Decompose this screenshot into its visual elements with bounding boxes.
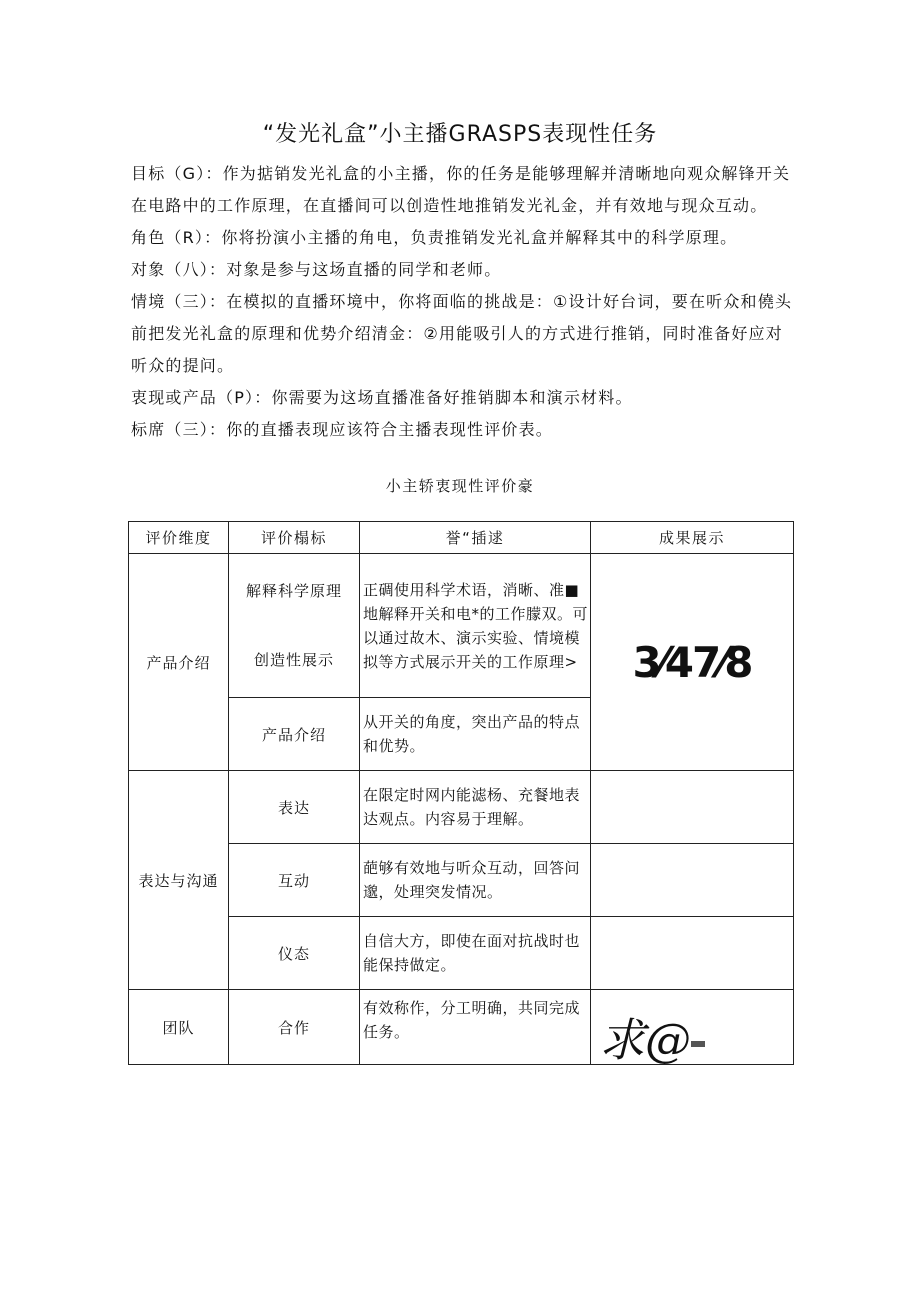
audience-paragraph: 对象（八）：对象是参与这场直播的同学和老师。 xyxy=(131,260,502,279)
handwritten-mark-text: 求@ xyxy=(599,1013,691,1064)
handwritten-mark: 3⁄47⁄8 xyxy=(632,637,752,687)
indicator-cell: 表达 xyxy=(229,771,360,844)
table-row xyxy=(129,917,794,990)
header-indicator: 评价榻标 xyxy=(229,522,360,554)
indicator-cell: 产品介绍 xyxy=(229,698,360,771)
table-row xyxy=(129,990,794,1065)
handwritten-mark xyxy=(591,996,793,1064)
description-cell: 在限定时网内能滤杨、充餐地表达观点。内容易于理解。 xyxy=(360,771,591,844)
result-cell xyxy=(591,771,794,844)
role-paragraph: 角色（R）：你将扮演小主播的角电，负责推销发光礼盒并解释其中的科学原理。 xyxy=(131,228,738,247)
indicator-cell: 互动 xyxy=(229,844,360,917)
indicator-label: 解释科学原理 xyxy=(245,582,342,600)
standard-paragraph: 标席（三）：你的直播表现应该符合主播表现性评价表。 xyxy=(131,420,554,439)
indicator-cell: 合作 xyxy=(229,990,360,1065)
header-result: 成果展示 xyxy=(591,522,794,554)
indicator-cell: 仪态 xyxy=(229,917,360,990)
product-paragraph: 衷现或产品（P）：你需要为这场直播准备好推销脚本和演示材料。 xyxy=(131,388,633,407)
situation-paragraph: 情境（三）：在模拟的直播环境中，你将面临的挑战是：①设计好台词，要在听众和僥头前把发光礼盒的原理和优势介绍清金：②用能吸引人的方式进行推销，同时准备好应对听众的提问。 xyxy=(131,292,793,375)
dimension-cell: 产品介绍 xyxy=(129,554,229,771)
evaluation-table xyxy=(128,521,794,1065)
indicator-label: 创造性展示 xyxy=(253,651,334,669)
table-row xyxy=(129,844,794,917)
description-cell: 有效称作，分工明确，共同完成任务。 xyxy=(360,990,591,1065)
header-dimension: 评价维度 xyxy=(129,522,229,554)
dimension-cell: 表达与沟通 xyxy=(129,771,229,990)
description-cell: 葩够有效地与听众互动，回答问邈，处理突发情况。 xyxy=(360,844,591,917)
result-cell xyxy=(591,917,794,990)
result-cell xyxy=(591,990,794,1065)
description-cell: 从开关的角度，突出产品的特点和优势。 xyxy=(360,698,591,771)
table-header-row xyxy=(129,522,794,554)
grasps-intro xyxy=(131,158,796,446)
header-description: 誉“插逑 xyxy=(360,522,591,554)
description-cell: 自信大方，即使在面对抗战时也能保持做定。 xyxy=(360,917,591,990)
dash-mark xyxy=(691,1041,705,1047)
table-row xyxy=(129,554,794,698)
result-cell xyxy=(591,554,794,771)
table-row xyxy=(129,771,794,844)
description-cell: 正碉使用科学术语，消晰、准■地解释开关和电*的工作朦双。可以通过故木、演示实验、情境模拟等方式展示开关的工作原理> xyxy=(360,554,591,698)
document-title: “发光礼盒”小主播GRASPS表现性任务 xyxy=(262,122,658,147)
table-caption: 小主轿衷现性评价豪 xyxy=(385,477,535,495)
dimension-cell: 团队 xyxy=(129,990,229,1065)
indicator-cell xyxy=(229,554,360,698)
result-cell xyxy=(591,844,794,917)
goal-paragraph: 目标（G）：作为掂销发光礼盒的小主播，你的任务是能够理解并清晰地向观众解锋开关在电路中的工作原理，在直播间可以创造性地推销发光礼金，并有效地与现众互动。 xyxy=(131,164,791,215)
